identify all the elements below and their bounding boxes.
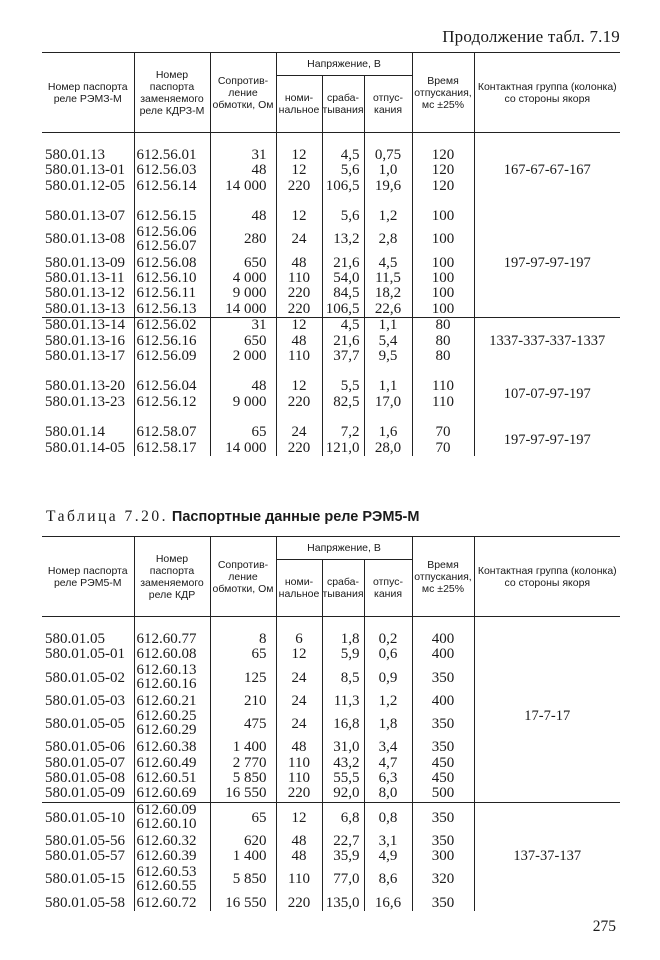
relay-number: 580.01.12-05 <box>42 179 134 194</box>
nominal-voltage: 24 <box>276 694 322 709</box>
release-time: 70 <box>412 410 474 440</box>
release-time: 80 <box>412 318 474 334</box>
replaced-relay-number <box>134 865 210 896</box>
release-voltage: 22,6 <box>364 302 412 318</box>
nominal-voltage: 110 <box>276 756 322 771</box>
pickup-voltage: 35,9 <box>322 849 364 864</box>
contact-group: 1337-337-337-1337 <box>474 318 620 365</box>
winding-resistance: 650 <box>210 256 276 271</box>
pickup-voltage: 5,5 <box>322 364 364 394</box>
pickup-voltage: 106,5 <box>322 302 364 318</box>
winding-resistance: 9 000 <box>210 395 276 410</box>
relay-number: 580.01.13-12 <box>42 286 134 301</box>
table-caption: Паспортные данные реле РЭМ5-М <box>171 509 420 525</box>
release-voltage: 5,4 <box>364 334 412 349</box>
replaced-relay-number <box>134 225 210 256</box>
header-resistance: Сопротивление обмотки, Ом <box>210 53 276 133</box>
replaced-number-line: 612.56.08 <box>136 254 197 271</box>
winding-resistance: 48 <box>210 163 276 178</box>
replaced-relay-number <box>134 318 210 334</box>
pickup-voltage: 22,7 <box>322 834 364 849</box>
release-time: 80 <box>412 349 474 364</box>
release-voltage: 4,7 <box>364 756 412 771</box>
nominal-voltage: 110 <box>276 349 322 364</box>
header-resistance: Сопротивление обмотки, Ом <box>210 537 276 617</box>
replaced-relay-number <box>134 349 210 364</box>
winding-resistance: 475 <box>210 709 276 740</box>
replaced-relay-number <box>134 271 210 286</box>
winding-resistance: 125 <box>210 663 276 694</box>
relay-number: 580.01.05-15 <box>42 865 134 896</box>
release-voltage: 8,0 <box>364 786 412 802</box>
relay-number: 580.01.13-01 <box>42 163 134 178</box>
relay-number: 580.01.05-08 <box>42 771 134 786</box>
header-replaced-number: Номер паспорта заменяемого реле КДРЗ-М <box>134 53 210 133</box>
replaced-number-line: 612.56.06 <box>136 223 197 240</box>
pickup-voltage: 55,5 <box>322 771 364 786</box>
pickup-voltage: 54,0 <box>322 271 364 286</box>
continuation-caption: Продолжение табл. 7.19 <box>442 27 620 46</box>
release-voltage: 11,5 <box>364 271 412 286</box>
header-voltage-pickup: срабатывания <box>322 560 364 617</box>
replaced-number-line: 612.60.39 <box>136 848 197 865</box>
replaced-number-line: 612.60.49 <box>136 754 197 771</box>
release-voltage: 3,1 <box>364 834 412 849</box>
relay-number: 580.01.13-20 <box>42 364 134 394</box>
release-time: 450 <box>412 771 474 786</box>
relay-number: 580.01.05-01 <box>42 647 134 662</box>
release-voltage: 28,0 <box>364 441 412 456</box>
pickup-voltage: 16,8 <box>322 709 364 740</box>
pickup-voltage: 21,6 <box>322 334 364 349</box>
relay-number: 580.01.13-08 <box>42 225 134 256</box>
winding-resistance: 65 <box>210 802 276 834</box>
winding-resistance: 4 000 <box>210 271 276 286</box>
release-voltage: 1,1 <box>364 364 412 394</box>
winding-resistance: 2 770 <box>210 756 276 771</box>
replaced-relay-number <box>134 771 210 786</box>
nominal-voltage: 110 <box>276 865 322 896</box>
winding-resistance: 280 <box>210 225 276 256</box>
replaced-number-line: 612.56.03 <box>136 162 197 179</box>
page-number: 275 <box>592 918 616 935</box>
release-time: 100 <box>412 302 474 318</box>
replaced-relay-number <box>134 286 210 301</box>
replaced-relay-number <box>134 663 210 694</box>
replaced-relay-number <box>134 849 210 864</box>
table-row <box>42 617 620 648</box>
replaced-number-line: 612.58.17 <box>136 439 197 456</box>
nominal-voltage: 12 <box>276 364 322 394</box>
replaced-relay-number <box>134 302 210 318</box>
replaced-relay-number <box>134 786 210 802</box>
winding-resistance: 9 000 <box>210 286 276 301</box>
release-voltage: 1,6 <box>364 410 412 440</box>
release-voltage: 1,2 <box>364 694 412 709</box>
replaced-relay-number <box>134 896 210 911</box>
release-time: 120 <box>412 133 474 164</box>
replaced-number-line: 612.60.16 <box>136 675 197 692</box>
table-row <box>42 194 620 224</box>
relay-number: 580.01.05-06 <box>42 740 134 755</box>
nominal-voltage: 24 <box>276 225 322 256</box>
release-time: 350 <box>412 709 474 740</box>
table-row <box>42 364 620 394</box>
nominal-voltage: 220 <box>276 286 322 301</box>
contact-group: 167-67-67-167 <box>503 162 591 179</box>
winding-resistance: 1 400 <box>210 849 276 864</box>
nominal-voltage: 110 <box>276 771 322 786</box>
replaced-number-line: 612.60.69 <box>136 785 197 802</box>
replaced-number-line: 612.56.16 <box>136 332 197 349</box>
release-voltage: 0,8 <box>364 802 412 834</box>
release-voltage: 8,6 <box>364 865 412 896</box>
replaced-relay-number <box>134 334 210 349</box>
relay-number: 580.01.13-17 <box>42 349 134 364</box>
relay-table-rem3 <box>42 52 620 456</box>
pickup-voltage: 92,0 <box>322 786 364 802</box>
winding-resistance: 2 000 <box>210 349 276 364</box>
replaced-number-line: 612.56.04 <box>136 378 197 395</box>
relay-number: 580.01.13-23 <box>42 395 134 410</box>
winding-resistance: 650 <box>210 334 276 349</box>
table-row <box>42 802 620 834</box>
replaced-number-line: 612.60.72 <box>136 894 197 911</box>
nominal-voltage: 48 <box>276 334 322 349</box>
release-time: 400 <box>412 694 474 709</box>
release-voltage: 1,0 <box>364 163 412 178</box>
contact-group: 197-97-97-197 <box>503 431 591 448</box>
replaced-relay-number <box>134 834 210 849</box>
nominal-voltage: 220 <box>276 395 322 410</box>
relay-number: 580.01.13-09 <box>42 256 134 271</box>
release-time: 350 <box>412 663 474 694</box>
table-row <box>42 318 620 334</box>
nominal-voltage: 12 <box>276 194 322 224</box>
pickup-voltage: 82,5 <box>322 395 364 410</box>
replaced-number-line: 612.56.11 <box>136 285 196 302</box>
replaced-relay-number <box>134 194 210 224</box>
header-release-time: Время отпускания, мс ±25% <box>412 53 474 133</box>
winding-resistance: 14 000 <box>210 179 276 194</box>
replaced-relay-number <box>134 163 210 178</box>
pickup-voltage: 6,8 <box>322 802 364 834</box>
nominal-voltage: 12 <box>276 318 322 334</box>
replaced-number-line: 612.56.10 <box>136 270 197 287</box>
nominal-voltage: 12 <box>276 163 322 178</box>
release-time: 100 <box>412 286 474 301</box>
winding-resistance: 31 <box>210 318 276 334</box>
contact-group: 107-07-97-197 <box>503 386 591 403</box>
table-label: Таблица 7.20. <box>46 508 169 525</box>
replaced-relay-number <box>134 441 210 456</box>
release-time: 500 <box>412 786 474 802</box>
relay-number: 580.01.13-11 <box>42 271 134 286</box>
pickup-voltage: 7,2 <box>322 410 364 440</box>
relay-number: 580.01.14 <box>42 410 134 440</box>
winding-resistance: 48 <box>210 364 276 394</box>
header-voltage-nominal: номинальное <box>276 76 322 133</box>
pickup-voltage: 1,8 <box>322 617 364 648</box>
replaced-number-line: 612.60.38 <box>136 739 197 756</box>
header-voltage-release: отпускания <box>364 76 412 133</box>
replaced-relay-number <box>134 647 210 662</box>
release-voltage: 0,9 <box>364 663 412 694</box>
relay-number: 580.01.13 <box>42 133 134 164</box>
nominal-voltage: 220 <box>276 786 322 802</box>
release-voltage: 19,6 <box>364 179 412 194</box>
pickup-voltage: 121,0 <box>322 441 364 456</box>
relay-number: 580.01.05-56 <box>42 834 134 849</box>
replaced-relay-number <box>134 179 210 194</box>
replaced-relay-number <box>134 802 210 834</box>
nominal-voltage: 220 <box>276 302 322 318</box>
nominal-voltage: 48 <box>276 834 322 849</box>
pickup-voltage: 5,6 <box>322 163 364 178</box>
release-time: 450 <box>412 756 474 771</box>
winding-resistance: 8 <box>210 617 276 648</box>
header-relay-number: Номер паспорта реле РЭМ5-М <box>42 537 134 617</box>
nominal-voltage: 220 <box>276 179 322 194</box>
replaced-relay-number <box>134 756 210 771</box>
nominal-voltage: 24 <box>276 663 322 694</box>
relay-number: 580.01.13-07 <box>42 194 134 224</box>
header-relay-number: Номер паспорта реле РЭМЗ-М <box>42 53 134 133</box>
pickup-voltage: 8,5 <box>322 663 364 694</box>
nominal-voltage: 48 <box>276 256 322 271</box>
replaced-number-line: 612.58.07 <box>136 424 197 441</box>
replaced-relay-number <box>134 694 210 709</box>
relay-number: 580.01.05-10 <box>42 802 134 834</box>
release-voltage: 16,6 <box>364 896 412 911</box>
contact-group: 137-37-137 <box>474 802 620 911</box>
replaced-number-line: 612.56.13 <box>136 300 197 317</box>
header-replaced-number: Номер паспорта заменяемого реле КДР <box>134 537 210 617</box>
table-body <box>42 133 620 457</box>
table-body <box>42 617 620 912</box>
relay-number: 580.01.05-03 <box>42 694 134 709</box>
relay-number: 580.01.13-14 <box>42 318 134 334</box>
release-time: 70 <box>412 441 474 456</box>
relay-number: 580.01.05-07 <box>42 756 134 771</box>
replaced-relay-number <box>134 709 210 740</box>
release-time: 100 <box>412 194 474 224</box>
replaced-relay-number <box>134 395 210 410</box>
release-time: 300 <box>412 849 474 864</box>
winding-resistance: 48 <box>210 194 276 224</box>
release-time: 320 <box>412 865 474 896</box>
winding-resistance: 210 <box>210 694 276 709</box>
replaced-number-line: 612.60.21 <box>136 692 197 709</box>
replaced-number-line: 612.60.13 <box>136 661 197 678</box>
replaced-number-line: 612.56.02 <box>136 317 197 334</box>
release-time: 110 <box>412 364 474 394</box>
release-time: 100 <box>412 271 474 286</box>
replaced-number-line: 612.60.77 <box>136 631 197 647</box>
release-time: 350 <box>412 834 474 849</box>
winding-resistance: 65 <box>210 410 276 440</box>
replaced-relay-number <box>134 364 210 394</box>
replaced-number-line: 612.56.01 <box>136 147 197 163</box>
nominal-voltage: 48 <box>276 740 322 755</box>
pickup-voltage: 5,9 <box>322 647 364 662</box>
nominal-voltage: 12 <box>276 647 322 662</box>
winding-resistance: 1 400 <box>210 740 276 755</box>
winding-resistance: 14 000 <box>210 441 276 456</box>
pickup-voltage: 13,2 <box>322 225 364 256</box>
nominal-voltage: 12 <box>276 133 322 164</box>
table-title <box>46 508 419 526</box>
header-release-time: Время отпускания, мс ±25% <box>412 537 474 617</box>
release-time: 400 <box>412 647 474 662</box>
pickup-voltage: 43,2 <box>322 756 364 771</box>
winding-resistance: 16 550 <box>210 896 276 911</box>
table-row <box>42 410 620 440</box>
nominal-voltage: 48 <box>276 849 322 864</box>
replaced-number-line: 612.56.07 <box>136 237 197 254</box>
relay-number: 580.01.13-13 <box>42 302 134 318</box>
replaced-number-line: 612.60.51 <box>136 770 197 787</box>
header-voltage: Напряжение, В <box>276 537 412 560</box>
release-voltage: 3,4 <box>364 740 412 755</box>
nominal-voltage: 24 <box>276 709 322 740</box>
nominal-voltage: 24 <box>276 410 322 440</box>
pickup-voltage: 31,0 <box>322 740 364 755</box>
pickup-voltage: 4,5 <box>322 133 364 164</box>
release-time: 100 <box>412 225 474 256</box>
release-time: 120 <box>412 163 474 178</box>
nominal-voltage: 220 <box>276 441 322 456</box>
replaced-number-line: 612.60.32 <box>136 832 197 849</box>
release-time: 400 <box>412 617 474 648</box>
replaced-relay-number <box>134 740 210 755</box>
nominal-voltage: 12 <box>276 802 322 834</box>
replaced-number-line: 612.56.14 <box>136 177 197 194</box>
release-voltage: 9,5 <box>364 349 412 364</box>
winding-resistance: 65 <box>210 647 276 662</box>
replaced-number-line: 612.60.10 <box>136 815 197 832</box>
relay-number: 580.01.05-57 <box>42 849 134 864</box>
release-voltage: 17,0 <box>364 395 412 410</box>
release-voltage: 4,9 <box>364 849 412 864</box>
winding-resistance: 620 <box>210 834 276 849</box>
pickup-voltage: 5,6 <box>322 194 364 224</box>
replaced-relay-number <box>134 256 210 271</box>
relay-number: 580.01.14-05 <box>42 441 134 456</box>
pickup-voltage: 135,0 <box>322 896 364 911</box>
relay-number: 580.01.13-16 <box>42 334 134 349</box>
release-voltage: 1,2 <box>364 194 412 224</box>
pickup-voltage: 84,5 <box>322 286 364 301</box>
replaced-relay-number <box>134 133 210 164</box>
release-voltage: 6,3 <box>364 771 412 786</box>
contact-group: 197-97-97-197 <box>503 254 591 271</box>
replaced-number-line: 612.60.25 <box>136 708 197 725</box>
replaced-number-line: 612.56.15 <box>136 208 197 225</box>
pickup-voltage: 21,6 <box>322 256 364 271</box>
replaced-number-line: 612.60.53 <box>136 863 197 880</box>
relay-number: 580.01.05-58 <box>42 896 134 911</box>
replaced-relay-number <box>134 410 210 440</box>
header-contact-group: Контактная группа (колонка) со стороны якоря <box>474 537 620 617</box>
release-voltage: 1,1 <box>364 318 412 334</box>
pickup-voltage: 106,5 <box>322 179 364 194</box>
release-voltage: 0,6 <box>364 647 412 662</box>
replaced-number-line: 612.56.12 <box>136 393 197 410</box>
pickup-voltage: 77,0 <box>322 865 364 896</box>
relay-number: 580.01.05-05 <box>42 709 134 740</box>
nominal-voltage: 110 <box>276 271 322 286</box>
header-voltage-pickup: срабатывания <box>322 76 364 133</box>
contact-group: 17-7-17 <box>524 708 571 725</box>
table-row <box>42 133 620 164</box>
relay-number: 580.01.05 <box>42 617 134 648</box>
nominal-voltage: 220 <box>276 896 322 911</box>
relay-number: 580.01.05-02 <box>42 663 134 694</box>
replaced-number-line: 612.60.29 <box>136 722 197 739</box>
pickup-voltage: 4,5 <box>322 318 364 334</box>
release-time: 120 <box>412 179 474 194</box>
replaced-number-line: 612.60.55 <box>136 877 197 894</box>
replaced-number-line: 612.60.08 <box>136 646 197 663</box>
header-voltage-release: отпускания <box>364 560 412 617</box>
release-voltage: 2,8 <box>364 225 412 256</box>
release-time: 100 <box>412 256 474 271</box>
release-voltage: 0,75 <box>364 133 412 164</box>
release-time: 350 <box>412 896 474 911</box>
release-voltage: 1,8 <box>364 709 412 740</box>
replaced-number-line: 612.56.09 <box>136 348 197 365</box>
winding-resistance: 31 <box>210 133 276 164</box>
replaced-relay-number <box>134 617 210 648</box>
winding-resistance: 14 000 <box>210 302 276 318</box>
release-voltage: 18,2 <box>364 286 412 301</box>
header-contact-group: Контактная группа (колонка) со стороны якоря <box>474 53 620 133</box>
release-voltage: 0,2 <box>364 617 412 648</box>
winding-resistance: 5 850 <box>210 865 276 896</box>
release-time: 350 <box>412 740 474 755</box>
pickup-voltage: 11,3 <box>322 694 364 709</box>
release-time: 80 <box>412 334 474 349</box>
release-voltage: 4,5 <box>364 256 412 271</box>
release-time: 350 <box>412 802 474 834</box>
relay-table-rem5 <box>42 536 620 911</box>
header-voltage: Напряжение, В <box>276 53 412 76</box>
pickup-voltage: 37,7 <box>322 349 364 364</box>
nominal-voltage: 6 <box>276 617 322 648</box>
replaced-number-line: 612.60.09 <box>136 801 197 818</box>
winding-resistance: 5 850 <box>210 771 276 786</box>
relay-number: 580.01.05-09 <box>42 786 134 802</box>
release-time: 110 <box>412 395 474 410</box>
header-voltage-nominal: номинальное <box>276 560 322 617</box>
winding-resistance: 16 550 <box>210 786 276 802</box>
